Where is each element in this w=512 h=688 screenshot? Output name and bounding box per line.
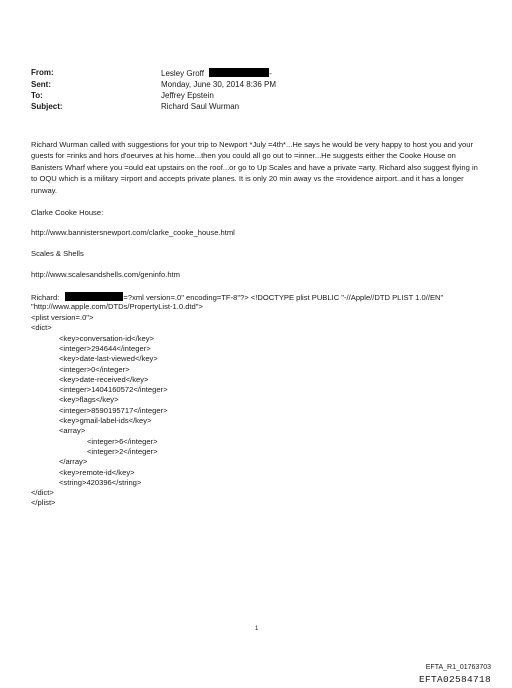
subject-value: Richard Saul Wurman (161, 102, 240, 111)
xml-line: </array> (59, 457, 88, 467)
redaction-block (65, 292, 123, 301)
xml-line: <integer>0</integer> (59, 364, 130, 374)
redaction-block (209, 68, 269, 77)
richard-label: Richard: (31, 293, 60, 302)
from-value (161, 68, 272, 79)
from-name: Lesley Groff (161, 69, 204, 78)
xml-line-2: "http://www.apple.com/DTDs/PropertyList-1.0.dtd"> (31, 302, 203, 311)
efta-id-large: EFTA02584718 (418, 674, 491, 685)
xml-line: <string>420396</string> (59, 477, 142, 487)
to-value: Jeffrey Epstein (161, 91, 214, 100)
from-label: From: (31, 68, 54, 77)
xml-line-1: =?xml version=.0" encoding=TF-8"?> <!DOCTYPE plist PUBLIC "-//Apple//DTD PLIST 1.0//EN" (123, 293, 444, 302)
to-label: To: (31, 91, 43, 100)
xml-line: <key>remote-id</key> (59, 467, 135, 477)
xml-line: <key>conversation-id</key> (59, 333, 154, 343)
xml-line: <integer>294644</integer> (59, 343, 151, 353)
scales-label: Scales & Shells (31, 249, 84, 258)
from-suffix: - (269, 69, 272, 78)
xml-line: <key>date-last-viewed</key> (59, 354, 158, 364)
xml-line: <plist version=.0"> (31, 313, 94, 322)
xml-line: <array> (59, 426, 86, 436)
efta-id-small: EFTA_R1_01763703 (425, 664, 491, 671)
clarke-label: Clarke Cooke House: (31, 208, 104, 217)
xml-line: <key>gmail-label-ids</key> (59, 416, 152, 425)
xml-line: </plist> (31, 498, 56, 508)
sent-value: Monday, June 30, 2014 8:36 PM (161, 80, 277, 89)
sent-label: Sent: (31, 80, 51, 89)
xml-line: <key>date-received</key> (59, 374, 149, 384)
xml-line: <key>flags</key> (59, 395, 119, 405)
xml-line: <integer>8590195717</integer> (59, 405, 168, 415)
email-body (31, 139, 486, 196)
subject-label: Subject: (31, 102, 63, 111)
xml-line: <integer>6</integer> (87, 436, 158, 446)
xml-line: </dict> (31, 488, 54, 498)
xml-line: <integer>2</integer> (87, 446, 158, 456)
page-number: 1 (255, 626, 259, 632)
body-paragraph: Richard Wurman called with suggestions for your trip to Newport *July =4th*...He says he would be very happy to host you and your guests for =rinks and hors d'oeurves at his home...then you could all go out to =inner...He suggests either the Cooke House on Banisters Wharf where you =ould eat upstairs on the roof...or go to Up Scales and have a private =arty. Richard also suggest flying in to OQU which is a military =irport and accepts private planes. It is only 20 min away vs the =rovidence airport..and it has a longer runway. (31, 140, 478, 195)
scales-url: http://www.scalesandshells.com/geninfo.htm (31, 270, 180, 279)
xml-line: <dict> (31, 323, 52, 333)
xml-line: <integer>1404160572</integer> (59, 385, 168, 395)
clarke-url: http://www.bannistersnewport.com/clarke_cooke_house.html (31, 228, 235, 237)
